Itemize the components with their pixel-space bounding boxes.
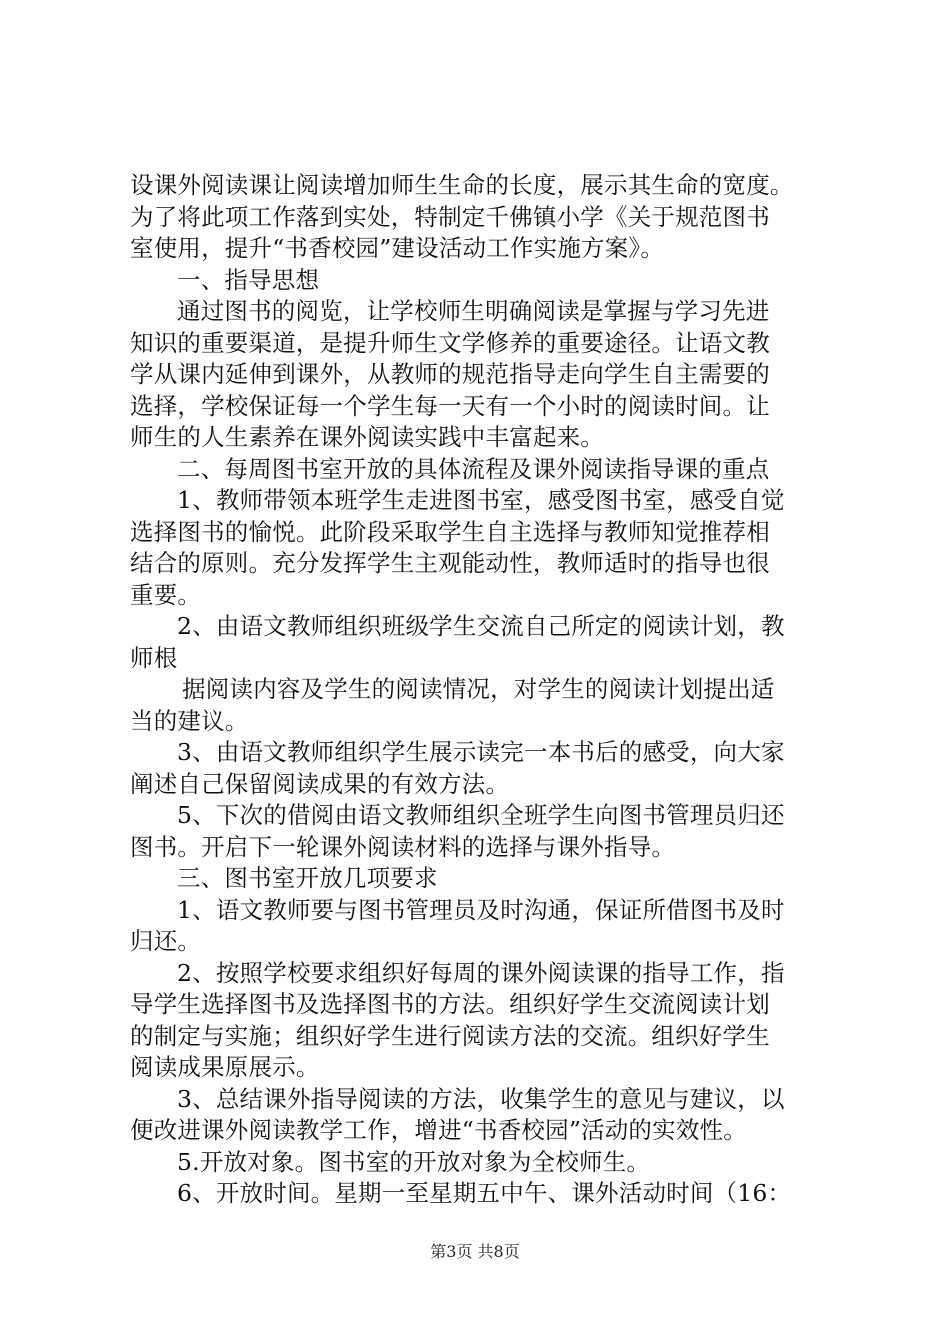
text-line: 据阅读内容及学生的阅读情况，对学生的阅读计划提出适 bbox=[182, 675, 775, 703]
text-line: 1、教师带领本班学生走进图书室，感受图书室，感受自觉 bbox=[177, 486, 785, 514]
text-line: 的制定与实施；组织好学生进行阅读方法的交流。组织好学生 bbox=[130, 1021, 770, 1050]
text-line: 师生的人生素养在课外阅读实践中丰富起来。 bbox=[130, 423, 604, 451]
text-line: 设课外阅读课让阅读增加师生生命的长度，展示其生命的宽度。 bbox=[130, 171, 794, 199]
text-line: 阐述自己保留阅读成果的有效方法。 bbox=[130, 769, 510, 798]
section-heading: 一、指导思想 bbox=[177, 265, 320, 294]
text-line: 导学生选择图书及选择图书的方法。组织好学生交流阅读计划 bbox=[130, 990, 770, 1018]
text-line: 归还。 bbox=[130, 927, 202, 955]
text-line: 师根 bbox=[130, 643, 178, 672]
text-line: 重要。 bbox=[130, 580, 202, 609]
text-line: 通过图书的阅览，让学校师生明确阅读是掌握与学习先进 bbox=[177, 297, 770, 325]
text-line: 当的建议。 bbox=[130, 706, 249, 735]
body-text bbox=[130, 170, 830, 1210]
text-line: 为了将此项工作落到实处，特制定千佛镇小学《关于规范图书 bbox=[130, 202, 770, 231]
section-heading: 三、图书室开放几项要求 bbox=[177, 864, 438, 892]
text-line: 选择图书的愉悦。此阶段采取学生自主选择与教师知觉推荐相 bbox=[130, 517, 770, 546]
text-line: 学从课内延伸到课外，从教师的规范指导走向学生自主需要的 bbox=[130, 360, 770, 388]
text-line: 便改进课外阅读教学工作，增进“书香校园”活动的实效性。 bbox=[130, 1116, 747, 1144]
text-line: 1、语文教师要与图书管理员及时沟通，保证所借图书及时 bbox=[177, 895, 785, 924]
text-line: 6、开放时间。星期一至星期五中午、课外活动时间（16： bbox=[177, 1179, 792, 1207]
text-line: 2、由语文教师组织班级学生交流自己所定的阅读计划，教 bbox=[177, 612, 785, 640]
text-line: 室使用，提升“书香校园”建设活动工作实施方案》。 bbox=[130, 234, 665, 262]
text-line: 图书。开启下一轮课外阅读材料的选择与课外指导。 bbox=[130, 832, 676, 861]
text-line: 3、总结课外指导阅读的方法，收集学生的意见与建议，以 bbox=[177, 1084, 785, 1113]
section-heading: 二、每周图书室开放的具体流程及课外阅读指导课的重点 bbox=[177, 454, 770, 483]
text-line: 5、下次的借阅由语文教师组织全班学生向图书管理员归还 bbox=[177, 801, 785, 829]
text-line: 5.开放对象。图书室的开放对象为全校师生。 bbox=[177, 1147, 651, 1176]
text-line: 知识的重要渠道，是提升师生文学修养的重要途径。让语文教 bbox=[130, 328, 770, 357]
text-line: 2、按照学校要求组织好每周的课外阅读课的指导工作，指 bbox=[177, 958, 785, 987]
text-line: 选择，学校保证每一个学生每一天有一个小时的阅读时间。让 bbox=[130, 391, 770, 420]
text-line: 结合的原则。充分发挥学生主观能动性，教师适时的指导也很 bbox=[130, 549, 770, 577]
page-footer: 第3页 共8页 bbox=[430, 1242, 520, 1261]
text-line: 3、由语文教师组织学生展示读完一本书后的感受，向大家 bbox=[177, 738, 785, 766]
text-line: 阅读成果原展示。 bbox=[130, 1053, 320, 1081]
